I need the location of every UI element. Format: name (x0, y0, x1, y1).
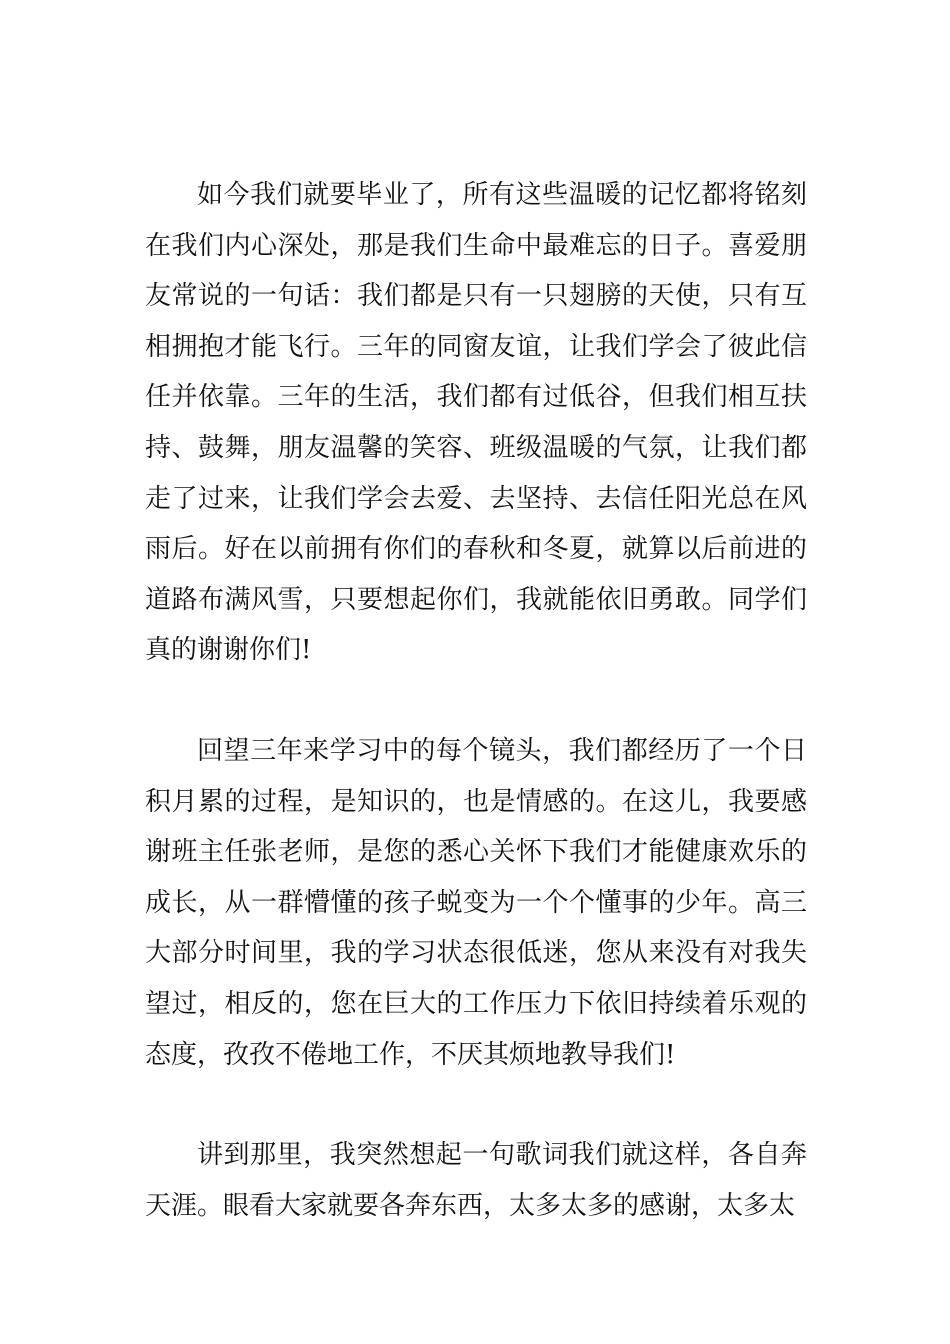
paragraph-farewell: 讲到那里，我突然想起一句歌词我们就这样，各自奔天涯。眼看大家就要各奔东西，太多太多的感谢，太多太 (145, 1140, 807, 1221)
paragraph-thanks-teacher: 回望三年来学习中的每个镜头，我们都经历了一个日积月累的过程，是知识的，也是情感的。在这儿，我要感谢班主任张老师，是您的悉心关怀下我们才能健康欢乐的成长，从一群懵懂的孩子蜕变为一个个懂事的少年。高三大部分时间里，我的学习状态很低迷，您从来没有对我失望过，相反的，您在巨大的工作压力下依旧持续着乐观的态度，孜孜不倦地工作，不厌其烦地教导我们! (145, 735, 807, 1070)
document-body (145, 170, 807, 1231)
paragraph-graduation-memories: 如今我们就要毕业了，所有这些温暖的记忆都将铭刻在我们内心深处，那是我们生命中最难忘的日子。喜爱朋友常说的一句话：我们都是只有一只翅膀的天使，只有互相拥抱才能飞行。三年的同窗友谊，让我们学会了彼此信任并依靠。三年的生活，我们都有过低谷，但我们相互扶持、鼓舞，朋友温馨的笑容、班级温暖的气氛，让我们都走了过来，让我们学会去爱、去坚持、去信任阳光总在风雨后。好在以前拥有你们的春秋和冬夏，就算以后前进的道路布满风雪，只要想起你们，我就能依旧勇敢。同学们真的谢谢你们! (145, 180, 807, 666)
